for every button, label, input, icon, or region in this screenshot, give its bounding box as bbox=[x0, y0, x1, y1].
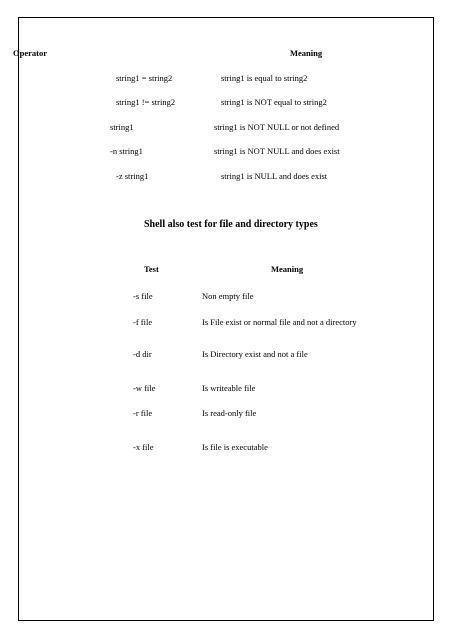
meaning-cell: string1 is NOT NULL or not defined bbox=[214, 122, 340, 132]
operator-cell: string1 = string2 bbox=[116, 73, 173, 83]
test-cell: -w file bbox=[133, 383, 156, 393]
test-cell: -r file bbox=[133, 408, 153, 418]
operator-cell: string1 != string2 bbox=[116, 97, 176, 107]
operator-cell: -z string1 bbox=[116, 171, 149, 181]
section-title: Shell also test for file and directory types bbox=[144, 219, 318, 230]
test-cell: -f file bbox=[133, 317, 153, 327]
test-cell: -d dir bbox=[133, 349, 152, 359]
test-column-header: Test bbox=[144, 264, 159, 274]
meaning-cell: Is File exist or normal file and not a directory bbox=[202, 317, 357, 327]
meaning-cell: Is read-only file bbox=[202, 408, 257, 418]
meaning-cell: Is writeable file bbox=[202, 383, 256, 393]
test-cell: -x file bbox=[133, 442, 154, 452]
meaning-cell: string1 is NOT equal to string2 bbox=[221, 97, 327, 107]
meaning-cell: string1 is NULL and does exist bbox=[221, 171, 328, 181]
meaning-cell: Non empty file bbox=[202, 291, 254, 301]
operator-cell: -n string1 bbox=[110, 146, 143, 156]
operator-column-header: Operator bbox=[13, 48, 47, 58]
meaning-cell: string1 is equal to string2 bbox=[221, 73, 308, 83]
meaning-cell: Is Directory exist and not a file bbox=[202, 349, 308, 359]
operator-cell: string1 bbox=[110, 122, 134, 132]
meaning-column-header: Meaning bbox=[271, 264, 304, 274]
meaning-column-header: Meaning bbox=[290, 48, 323, 58]
meaning-cell: string1 is NOT NULL and does exist bbox=[214, 146, 340, 156]
meaning-cell: Is file is executable bbox=[202, 442, 268, 452]
test-cell: -s file bbox=[133, 291, 153, 301]
